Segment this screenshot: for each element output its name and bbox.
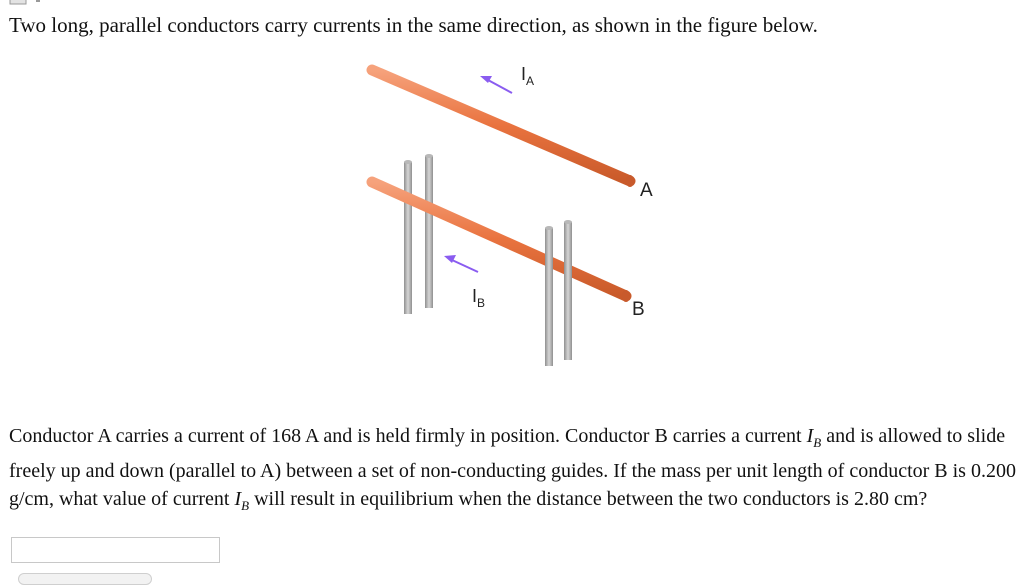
current-arrow-b — [444, 255, 478, 272]
toolbar-icons — [8, 0, 78, 8]
conductor-b-label: B — [632, 299, 645, 320]
intro-text: Two long, parallel conductors carry currents in the same direction, as shown in the figure below. — [9, 13, 818, 37]
guide-left — [404, 154, 433, 314]
submit-button[interactable] — [18, 573, 152, 585]
notes-icon[interactable] — [10, 0, 26, 4]
guide-right — [545, 220, 572, 366]
hint-bulb-icon[interactable] — [34, 0, 42, 2]
current-b-label: $I_B$ — [472, 286, 486, 310]
current-arrow-a — [480, 76, 512, 93]
conductors-figure — [340, 50, 680, 390]
question-text: Conductor A carries a current of 168 A and is held firmly in position. Conductor B carries a current $I_B$ and is allowed to slide freely up and down (parallel to A) between a set of non-conducting guides. If the mass per unit length of conductor B is 0.200 g/cm, what value of current $I_B$ will result in equilibrium when the distance between the two conductors is 2.80 cm? — [9, 425, 1016, 513]
conductor-a-label: A — [640, 180, 653, 201]
current-a-label: $I_A$ — [521, 64, 535, 88]
answer-input[interactable] — [11, 537, 220, 563]
